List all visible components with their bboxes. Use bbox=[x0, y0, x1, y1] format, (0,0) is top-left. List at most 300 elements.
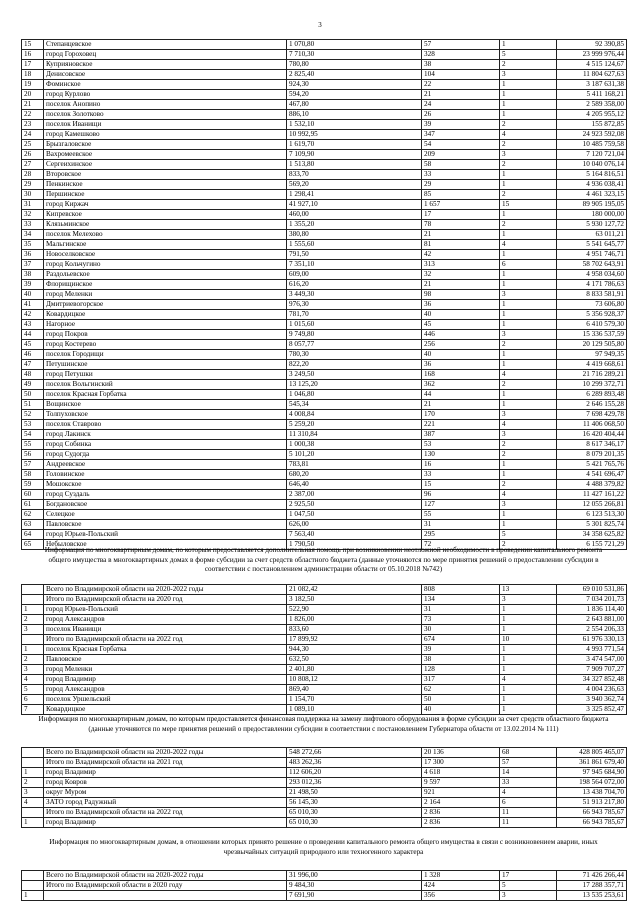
residents-count: 256 bbox=[422, 340, 500, 350]
municipality-name: Першинское bbox=[44, 190, 287, 200]
additional-aid-table-body bbox=[22, 585, 627, 715]
row-number: 60 bbox=[22, 490, 44, 500]
table-row bbox=[22, 200, 627, 210]
municipality-name: город Ковров bbox=[44, 778, 287, 788]
municipality-name: город Киржач bbox=[44, 200, 287, 210]
additional-aid-table bbox=[21, 584, 627, 715]
row-number: 39 bbox=[22, 280, 44, 290]
table-row bbox=[22, 595, 627, 605]
buildings-count: 1 bbox=[500, 470, 557, 480]
amount-value: 5 421 765,76 bbox=[557, 460, 627, 470]
buildings-count: 4 bbox=[500, 240, 557, 250]
residents-count: 81 bbox=[422, 240, 500, 250]
row-number: 3 bbox=[22, 625, 44, 635]
table-row bbox=[22, 230, 627, 240]
row-number: 2 bbox=[22, 655, 44, 665]
table-row bbox=[22, 290, 627, 300]
residents-count: 40 bbox=[422, 350, 500, 360]
amount-value: 3 325 852,47 bbox=[557, 705, 627, 715]
buildings-count: 1 bbox=[500, 520, 557, 530]
residents-count: 58 bbox=[422, 160, 500, 170]
row-number: 16 bbox=[22, 50, 44, 60]
buildings-count: 11 bbox=[500, 818, 557, 828]
amount-value: 34 358 625,82 bbox=[557, 530, 627, 540]
area-value: 2 925,50 bbox=[287, 500, 422, 510]
amount-value: 180 000,00 bbox=[557, 210, 627, 220]
municipality-name: город Владимир bbox=[44, 818, 287, 828]
table-row bbox=[22, 50, 627, 60]
area-value: 594,20 bbox=[287, 90, 422, 100]
row-number: 33 bbox=[22, 220, 44, 230]
table-row bbox=[22, 430, 627, 440]
area-value: 632,50 bbox=[287, 655, 422, 665]
amount-value: 4 515 124,67 bbox=[557, 60, 627, 70]
amount-value: 97 949,35 bbox=[557, 350, 627, 360]
row-number: 55 bbox=[22, 440, 44, 450]
row-number: 64 bbox=[22, 530, 44, 540]
buildings-count: 2 bbox=[500, 380, 557, 390]
residents-count: 30 bbox=[422, 625, 500, 635]
buildings-count: 14 bbox=[500, 768, 557, 778]
area-value: 1 154,70 bbox=[287, 695, 422, 705]
row-number: 1 bbox=[22, 605, 44, 615]
municipality-name: Богдановское bbox=[44, 500, 287, 510]
table-row bbox=[22, 170, 627, 180]
emergency-table-body bbox=[22, 871, 627, 901]
table-row bbox=[22, 530, 627, 540]
municipality-name: Степанцевское bbox=[44, 40, 287, 50]
row-number: 27 bbox=[22, 160, 44, 170]
row-number: 34 bbox=[22, 230, 44, 240]
buildings-count: 1 bbox=[500, 645, 557, 655]
area-value: 5 101,20 bbox=[287, 450, 422, 460]
municipality-name: город Курлово bbox=[44, 90, 287, 100]
residents-count: 38 bbox=[422, 655, 500, 665]
municipality-name: город Меленки bbox=[44, 290, 287, 300]
table-row bbox=[22, 605, 627, 615]
amount-value: 15 336 537,59 bbox=[557, 330, 627, 340]
area-value: 1 513,80 bbox=[287, 160, 422, 170]
row-number: 20 bbox=[22, 90, 44, 100]
area-value: 65 010,30 bbox=[287, 808, 422, 818]
municipality-name: Всего по Владимирской области на 2020-2022 годы bbox=[44, 871, 287, 881]
residents-count: 424 bbox=[422, 881, 500, 891]
municipality-name: поселок Мелехово bbox=[44, 230, 287, 240]
residents-count: 54 bbox=[422, 140, 500, 150]
amount-value: 4 461 323,15 bbox=[557, 190, 627, 200]
amount-value: 6 155 721,29 bbox=[557, 540, 627, 550]
area-value: 7 351,10 bbox=[287, 260, 422, 270]
row-number: 57 bbox=[22, 460, 44, 470]
area-value: 21 082,42 bbox=[287, 585, 422, 595]
row-number: 43 bbox=[22, 320, 44, 330]
area-value: 545,34 bbox=[287, 400, 422, 410]
residents-count: 387 bbox=[422, 430, 500, 440]
table-row bbox=[22, 320, 627, 330]
municipality-name: Селецкое bbox=[44, 510, 287, 520]
table-row bbox=[22, 808, 627, 818]
amount-value: 8 833 581,91 bbox=[557, 290, 627, 300]
table-row bbox=[22, 695, 627, 705]
buildings-count: 2 bbox=[500, 540, 557, 550]
amount-value: 12 055 266,81 bbox=[557, 500, 627, 510]
table-row bbox=[22, 655, 627, 665]
residents-count: 674 bbox=[422, 635, 500, 645]
row-number: 58 bbox=[22, 470, 44, 480]
row-number bbox=[22, 758, 44, 768]
row-number: 1 bbox=[22, 818, 44, 828]
row-number: 26 bbox=[22, 150, 44, 160]
amount-value: 4 419 668,61 bbox=[557, 360, 627, 370]
area-value: 21 498,50 bbox=[287, 788, 422, 798]
buildings-count: 3 bbox=[500, 330, 557, 340]
buildings-count: 1 bbox=[500, 230, 557, 240]
table-row bbox=[22, 300, 627, 310]
municipality-name: город Суздаль bbox=[44, 490, 287, 500]
row-number: 15 bbox=[22, 40, 44, 50]
row-number: 5 bbox=[22, 685, 44, 695]
table-row bbox=[22, 665, 627, 675]
section2-heading: Информация по многоквартирным домам, по которым предоставляется дополнительная помощь при возникновении неотложной необходимости в проведении капитального ремонта общего имущества в многоквартирных домах в форме субсидии за счет средств областного бюджета (данные уточняются по мере принятия решений о предоставлении субсидии в соответствии с постановлением администрации области от 05.10.2018 №742) bbox=[44, 546, 603, 573]
amount-value: 3 187 631,38 bbox=[557, 80, 627, 90]
area-value: 1 619,70 bbox=[287, 140, 422, 150]
area-value: 293 012,36 bbox=[287, 778, 422, 788]
residents-count: 17 bbox=[422, 210, 500, 220]
area-value: 646,40 bbox=[287, 480, 422, 490]
table-row bbox=[22, 180, 627, 190]
amount-value: 4 488 379,82 bbox=[557, 480, 627, 490]
row-number: 19 bbox=[22, 80, 44, 90]
buildings-count: 1 bbox=[500, 695, 557, 705]
area-value: 780,80 bbox=[287, 60, 422, 70]
amount-value: 61 976 330,13 bbox=[557, 635, 627, 645]
amount-value: 6 123 513,30 bbox=[557, 510, 627, 520]
row-number: 4 bbox=[22, 675, 44, 685]
buildings-count: 3 bbox=[500, 410, 557, 420]
area-value: 833,60 bbox=[287, 625, 422, 635]
buildings-count: 1 bbox=[500, 170, 557, 180]
area-value: 5 259,20 bbox=[287, 420, 422, 430]
municipality-name: поселок Уршельский bbox=[44, 695, 287, 705]
area-value: 680,20 bbox=[287, 470, 422, 480]
table-row bbox=[22, 778, 627, 788]
buildings-count: 2 bbox=[500, 160, 557, 170]
amount-value: 10 485 759,58 bbox=[557, 140, 627, 150]
table-row bbox=[22, 585, 627, 595]
buildings-count: 10 bbox=[500, 635, 557, 645]
municipality-name: поселок Красная Горбатка bbox=[44, 645, 287, 655]
residents-count: 2 836 bbox=[422, 808, 500, 818]
buildings-count: 3 bbox=[500, 290, 557, 300]
amount-value: 4 936 038,41 bbox=[557, 180, 627, 190]
buildings-count: 2 bbox=[500, 60, 557, 70]
table-row bbox=[22, 625, 627, 635]
row-number: 63 bbox=[22, 520, 44, 530]
residents-count: 808 bbox=[422, 585, 500, 595]
municipality-name: город Камешково bbox=[44, 130, 287, 140]
amount-value: 10 040 076,14 bbox=[557, 160, 627, 170]
section4-heading: Информация по многоквартирным домам, в отношении которых принято решение о проведении капитального ремонта общего имущества в связи с возникновением аварии, иных чрезвычайных ситуаций природного или техногенного характера bbox=[49, 838, 598, 856]
area-value: 10 808,12 bbox=[287, 675, 422, 685]
table-row bbox=[22, 360, 627, 370]
area-value: 65 010,30 bbox=[287, 818, 422, 828]
row-number: 21 bbox=[22, 100, 44, 110]
buildings-count: 3 bbox=[500, 595, 557, 605]
residents-count: 313 bbox=[422, 260, 500, 270]
row-number: 50 bbox=[22, 390, 44, 400]
buildings-count: 1 bbox=[500, 270, 557, 280]
table-row bbox=[22, 70, 627, 80]
municipality-name: Сергеихинское bbox=[44, 160, 287, 170]
municipality-name bbox=[44, 891, 287, 901]
amount-value: 11 406 068,50 bbox=[557, 420, 627, 430]
table-row bbox=[22, 90, 627, 100]
table-row bbox=[22, 390, 627, 400]
table-row bbox=[22, 60, 627, 70]
buildings-count: 3 bbox=[500, 891, 557, 901]
row-number: 44 bbox=[22, 330, 44, 340]
residents-count: 21 bbox=[422, 90, 500, 100]
municipality-name: Мошокское bbox=[44, 480, 287, 490]
buildings-count: 4 bbox=[500, 788, 557, 798]
buildings-count: 57 bbox=[500, 758, 557, 768]
municipality-name: Толпуховское bbox=[44, 410, 287, 420]
row-number: 29 bbox=[22, 180, 44, 190]
amount-value: 21 716 289,21 bbox=[557, 370, 627, 380]
table-row bbox=[22, 881, 627, 891]
buildings-count: 1 bbox=[500, 605, 557, 615]
municipality-name: Новоселковское bbox=[44, 250, 287, 260]
table-row bbox=[22, 510, 627, 520]
area-value: 3 182,50 bbox=[287, 595, 422, 605]
table-row bbox=[22, 310, 627, 320]
municipality-name: Флорищинское bbox=[44, 280, 287, 290]
amount-value: 1 836 114,40 bbox=[557, 605, 627, 615]
amount-value: 16 420 404,44 bbox=[557, 430, 627, 440]
buildings-count: 1 bbox=[500, 390, 557, 400]
municipality-name: Головинское bbox=[44, 470, 287, 480]
table-row bbox=[22, 140, 627, 150]
table-row bbox=[22, 480, 627, 490]
page-number: 3 bbox=[318, 21, 322, 29]
row-number: 1 bbox=[22, 645, 44, 655]
table-row bbox=[22, 120, 627, 130]
area-value: 3 249,50 bbox=[287, 370, 422, 380]
buildings-count: 6 bbox=[500, 260, 557, 270]
buildings-count: 15 bbox=[500, 200, 557, 210]
residents-count: 21 bbox=[422, 230, 500, 240]
amount-value: 428 805 465,07 bbox=[557, 748, 627, 758]
table-row bbox=[22, 615, 627, 625]
row-number: 22 bbox=[22, 110, 44, 120]
amount-value: 11 427 161,22 bbox=[557, 490, 627, 500]
municipality-name: город Владимир bbox=[44, 675, 287, 685]
amount-value: 4 951 746,71 bbox=[557, 250, 627, 260]
municipality-name: поселок Городищи bbox=[44, 350, 287, 360]
residents-count: 347 bbox=[422, 130, 500, 140]
residents-count: 168 bbox=[422, 370, 500, 380]
municipality-name: поселок Красная Горбатка bbox=[44, 390, 287, 400]
buildings-count: 4 bbox=[500, 420, 557, 430]
amount-value: 92 390,85 bbox=[557, 40, 627, 50]
table-row bbox=[22, 798, 627, 808]
row-number: 49 bbox=[22, 380, 44, 390]
buildings-count: 5 bbox=[500, 881, 557, 891]
municipality-name: город Александров bbox=[44, 685, 287, 695]
table-row bbox=[22, 818, 627, 828]
amount-value: 34 327 852,48 bbox=[557, 675, 627, 685]
area-value: 41 927,10 bbox=[287, 200, 422, 210]
municipality-name: Итого по Владимирской области на 2020 год bbox=[44, 595, 287, 605]
area-value: 112 606,20 bbox=[287, 768, 422, 778]
buildings-count: 3 bbox=[500, 150, 557, 160]
area-value: 569,20 bbox=[287, 180, 422, 190]
municipality-name: Итого по Владимирской области на 2021 год bbox=[44, 758, 287, 768]
area-value: 548 272,66 bbox=[287, 748, 422, 758]
area-value: 886,10 bbox=[287, 110, 422, 120]
buildings-count: 1 bbox=[500, 400, 557, 410]
residents-count: 15 bbox=[422, 480, 500, 490]
residents-count: 16 bbox=[422, 460, 500, 470]
row-number: 65 bbox=[22, 540, 44, 550]
area-value: 10 992,95 bbox=[287, 130, 422, 140]
municipality-name: город Петушки bbox=[44, 370, 287, 380]
municipality-name: Павловское bbox=[44, 520, 287, 530]
row-number: 17 bbox=[22, 60, 44, 70]
buildings-count: 3 bbox=[500, 430, 557, 440]
amount-value: 6 410 579,30 bbox=[557, 320, 627, 330]
amount-value: 5 411 168,21 bbox=[557, 90, 627, 100]
residents-count: 21 bbox=[422, 280, 500, 290]
row-number: 3 bbox=[22, 665, 44, 675]
row-number: 41 bbox=[22, 300, 44, 310]
amount-value: 361 861 679,40 bbox=[557, 758, 627, 768]
amount-value: 71 426 266,44 bbox=[557, 871, 627, 881]
row-number: 1 bbox=[22, 891, 44, 901]
residents-count: 128 bbox=[422, 665, 500, 675]
municipality-name: поселок Анопино bbox=[44, 100, 287, 110]
amount-value: 8 617 346,17 bbox=[557, 440, 627, 450]
residents-count: 24 bbox=[422, 100, 500, 110]
buildings-count: 1 bbox=[500, 210, 557, 220]
area-value: 9 749,80 bbox=[287, 330, 422, 340]
amount-value: 89 905 195,05 bbox=[557, 200, 627, 210]
residents-count: 104 bbox=[422, 70, 500, 80]
residents-count: 33 bbox=[422, 470, 500, 480]
amount-value: 20 129 505,80 bbox=[557, 340, 627, 350]
row-number: 32 bbox=[22, 210, 44, 220]
row-number: 62 bbox=[22, 510, 44, 520]
municipality-name: город Меленки bbox=[44, 665, 287, 675]
row-number: 30 bbox=[22, 190, 44, 200]
row-number: 37 bbox=[22, 260, 44, 270]
table-row bbox=[22, 748, 627, 758]
residents-count: 1 657 bbox=[422, 200, 500, 210]
amount-value: 4 541 696,47 bbox=[557, 470, 627, 480]
municipality-name: Второвское bbox=[44, 170, 287, 180]
row-number bbox=[22, 585, 44, 595]
table-row bbox=[22, 871, 627, 881]
amount-value: 17 288 357,71 bbox=[557, 881, 627, 891]
residents-count: 53 bbox=[422, 440, 500, 450]
buildings-count: 1 bbox=[500, 655, 557, 665]
row-number: 59 bbox=[22, 480, 44, 490]
residents-count: 1 328 bbox=[422, 871, 500, 881]
area-value: 467,80 bbox=[287, 100, 422, 110]
buildings-count: 1 bbox=[500, 460, 557, 470]
row-number: 7 bbox=[22, 705, 44, 715]
area-value: 56 145,30 bbox=[287, 798, 422, 808]
area-value: 1 000,38 bbox=[287, 440, 422, 450]
municipality-name: Раздольевское bbox=[44, 270, 287, 280]
row-number bbox=[22, 635, 44, 645]
municipality-name: Всего по Владимирской области на 2020-2022 годы bbox=[44, 748, 287, 758]
buildings-count: 1 bbox=[500, 180, 557, 190]
amount-value: 2 554 206,33 bbox=[557, 625, 627, 635]
buildings-count: 2 bbox=[500, 440, 557, 450]
buildings-count: 6 bbox=[500, 798, 557, 808]
row-number: 3 bbox=[22, 788, 44, 798]
table-row bbox=[22, 758, 627, 768]
table-row bbox=[22, 130, 627, 140]
row-number bbox=[22, 748, 44, 758]
row-number: 4 bbox=[22, 798, 44, 808]
table-row bbox=[22, 500, 627, 510]
row-number bbox=[22, 595, 44, 605]
residents-count: 36 bbox=[422, 360, 500, 370]
table-row bbox=[22, 220, 627, 230]
amount-value: 4 205 955,12 bbox=[557, 110, 627, 120]
amount-value: 4 171 786,63 bbox=[557, 280, 627, 290]
residents-count: 39 bbox=[422, 120, 500, 130]
municipality-name: Дмитриевогорское bbox=[44, 300, 287, 310]
row-number: 56 bbox=[22, 450, 44, 460]
row-number: 1 bbox=[22, 768, 44, 778]
area-value: 976,30 bbox=[287, 300, 422, 310]
area-value: 2 825,40 bbox=[287, 70, 422, 80]
row-number: 28 bbox=[22, 170, 44, 180]
residents-count: 4 618 bbox=[422, 768, 500, 778]
amount-value: 198 564 072,00 bbox=[557, 778, 627, 788]
buildings-count: 11 bbox=[500, 808, 557, 818]
buildings-count: 1 bbox=[500, 615, 557, 625]
area-value: 791,50 bbox=[287, 250, 422, 260]
area-value: 783,81 bbox=[287, 460, 422, 470]
table-row bbox=[22, 80, 627, 90]
residents-count: 39 bbox=[422, 645, 500, 655]
table-row bbox=[22, 400, 627, 410]
buildings-count: 1 bbox=[500, 80, 557, 90]
area-value: 380,80 bbox=[287, 230, 422, 240]
area-value: 1 046,80 bbox=[287, 390, 422, 400]
area-value: 833,70 bbox=[287, 170, 422, 180]
row-number: 35 bbox=[22, 240, 44, 250]
amount-value: 23 999 976,44 bbox=[557, 50, 627, 60]
residents-count: 62 bbox=[422, 685, 500, 695]
row-number: 2 bbox=[22, 778, 44, 788]
amount-value: 4 004 236,63 bbox=[557, 685, 627, 695]
municipality-table bbox=[21, 39, 627, 550]
buildings-count: 1 bbox=[500, 320, 557, 330]
area-value: 31 996,00 bbox=[287, 871, 422, 881]
amount-value: 6 289 893,48 bbox=[557, 390, 627, 400]
row-number: 40 bbox=[22, 290, 44, 300]
table-row bbox=[22, 788, 627, 798]
buildings-count: 1 bbox=[500, 625, 557, 635]
table-row bbox=[22, 330, 627, 340]
amount-value: 5 164 816,51 bbox=[557, 170, 627, 180]
amount-value: 5 930 127,72 bbox=[557, 220, 627, 230]
